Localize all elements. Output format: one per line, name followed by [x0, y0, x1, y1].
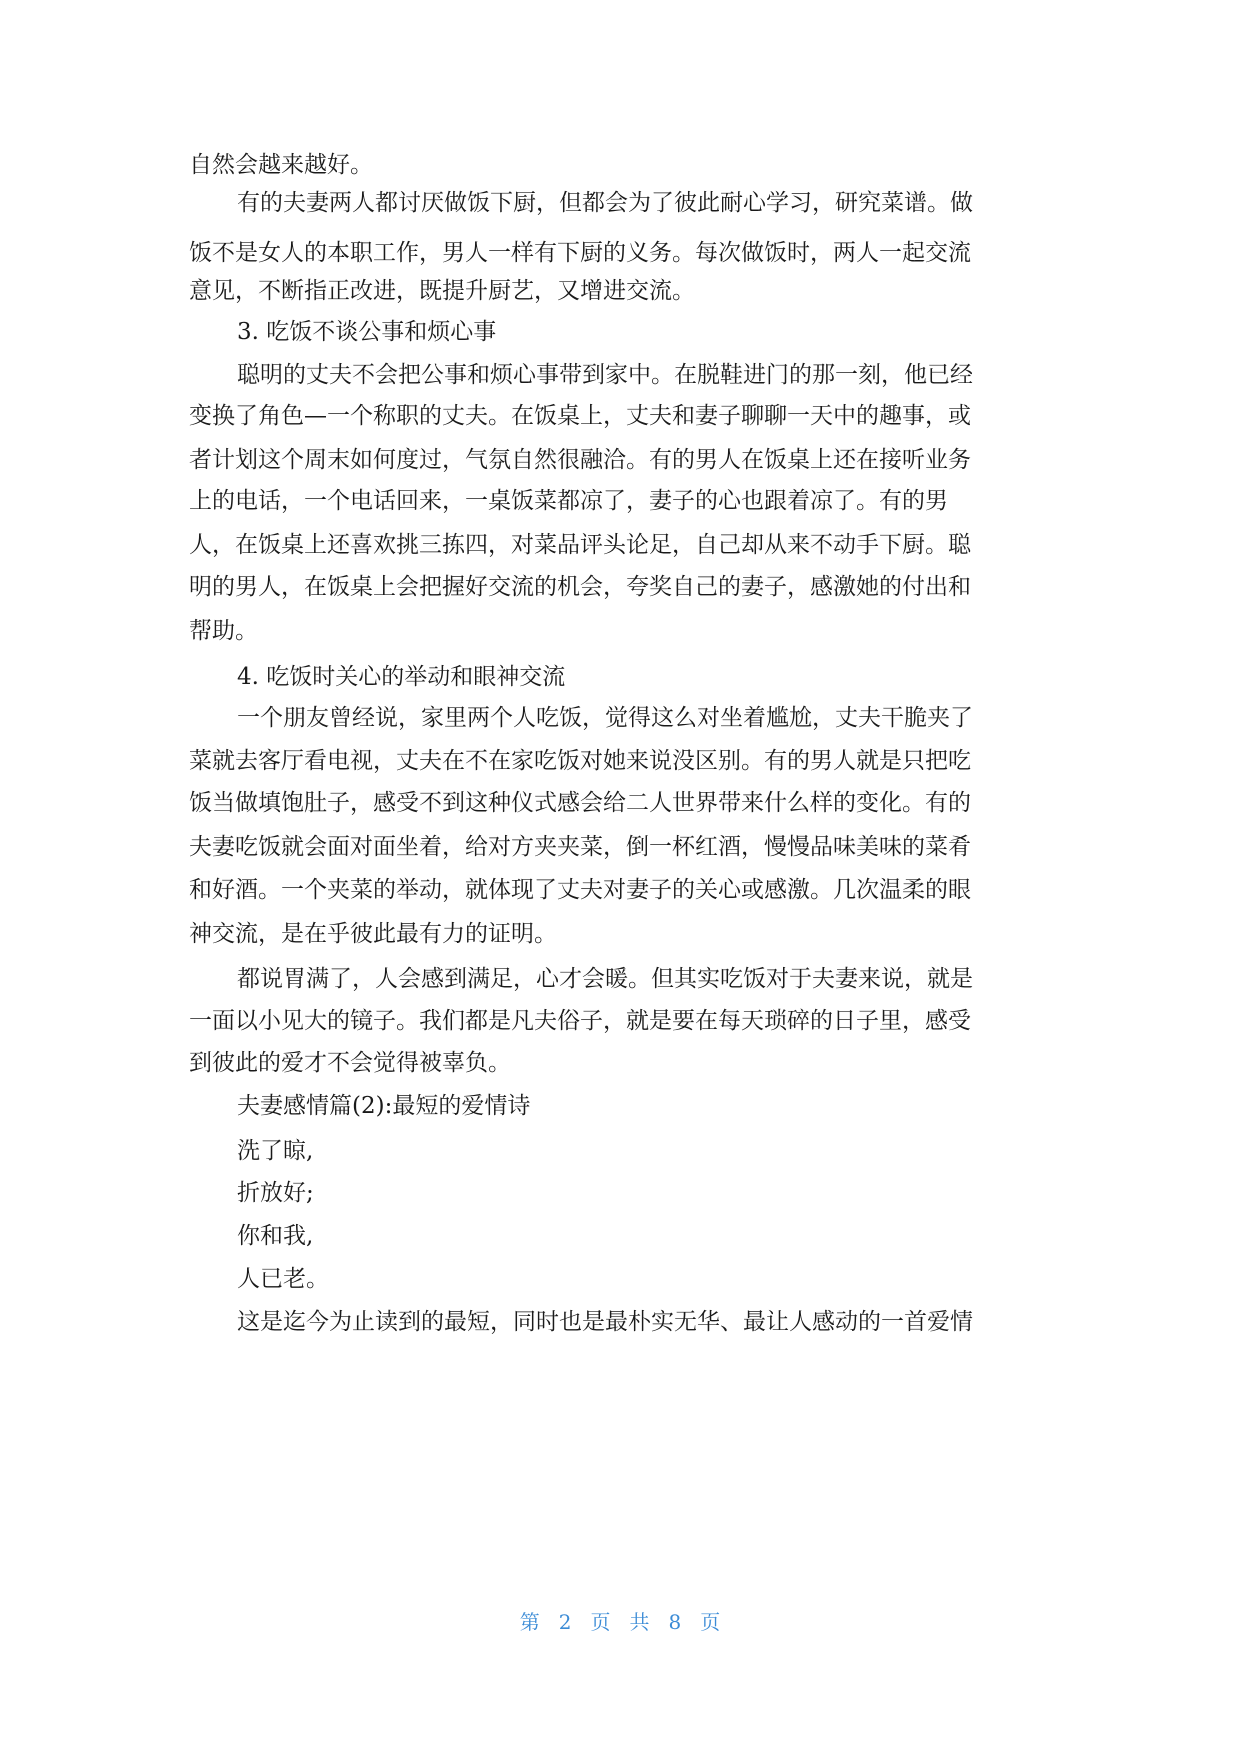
- page-total: 8: [668, 1610, 683, 1634]
- paragraph-line: 都说胃满了，人会感到满足，心才会暖。但其实吃饭对于夫妻来说，就是: [237, 966, 973, 992]
- paragraph-line: 夫妻吃饭就会面对面坐着，给对方夹夹菜，倒一杯红酒，慢慢品味美味的菜肴: [189, 834, 971, 860]
- page-number: 2: [558, 1610, 573, 1634]
- paragraph-line: 者计划这个周末如何度过，气氛自然很融洽。有的男人在饭桌上还在接听业务: [189, 447, 971, 473]
- page-footer: [0, 1606, 1241, 1635]
- paragraph-line: 这是迄今为止读到的最短，同时也是最朴实无华、最让人感动的一首爱情: [237, 1309, 973, 1335]
- footer-word: 页: [700, 1610, 722, 1634]
- paragraph-line: 意见，不断指正改进，既提升厨艺，又增进交流。: [189, 278, 695, 304]
- paragraph-line: 人，在饭桌上还喜欢挑三拣四，对菜品评头论足，自己却从来不动手下厨。聪: [189, 532, 971, 558]
- footer-word: 共: [629, 1610, 651, 1634]
- paragraph-line: 变换了角色—一个称职的丈夫。在饭桌上，丈夫和妻子聊聊一天中的趣事，或: [189, 403, 971, 429]
- footer-word: 第: [519, 1610, 541, 1634]
- poem-line: 洗了晾,: [237, 1138, 314, 1164]
- paragraph-line: 上的电话，一个电话回来，一桌饭菜都凉了，妻子的心也跟着凉了。有的男: [189, 488, 948, 514]
- paragraph-line: 饭当做填饱肚子，感受不到这种仪式感会给二人世界带来什么样的变化。有的: [189, 790, 971, 816]
- paragraph-line: 一面以小见大的镜子。我们都是凡夫俗子，就是要在每天琐碎的日子里，感受: [189, 1008, 971, 1034]
- footer-word: 页: [590, 1610, 612, 1634]
- section-heading: 夫妻感情篇(2):最短的爱情诗: [237, 1093, 531, 1119]
- paragraph-line: 一个朋友曾经说，家里两个人吃饭，觉得这么对坐着尴尬，丈夫干脆夹了: [237, 705, 973, 731]
- poem-line: 人已老。: [237, 1266, 329, 1292]
- paragraph-line: 有的夫妻两人都讨厌做饭下厨，但都会为了彼此耐心学习，研究菜谱。做: [237, 190, 973, 216]
- poem-line: 你和我,: [237, 1223, 314, 1249]
- paragraph-line: 饭不是女人的本职工作，男人一样有下厨的义务。每次做饭时，两人一起交流: [189, 240, 971, 266]
- poem-line: 折放好;: [237, 1180, 314, 1206]
- paragraph-line: 聪明的丈夫不会把公事和烦心事带到家中。在脱鞋进门的那一刻，他已经: [237, 362, 973, 388]
- paragraph-line: 神交流，是在乎彼此最有力的证明。: [189, 921, 557, 947]
- section-heading: 3. 吃饭不谈公事和烦心事: [237, 319, 497, 345]
- paragraph-line: 帮助。: [189, 618, 258, 644]
- paragraph-line: 到彼此的爱才不会觉得被辜负。: [189, 1050, 511, 1076]
- paragraph-line: 明的男人，在饭桌上会把握好交流的机会，夸奖自己的妻子，感激她的付出和: [189, 574, 971, 600]
- section-heading: 4. 吃饭时关心的举动和眼神交流: [237, 664, 566, 690]
- paragraph-line: 和好酒。一个夹菜的举动，就体现了丈夫对妻子的关心或感激。几次温柔的眼: [189, 877, 971, 903]
- paragraph-line: 自然会越来越好。: [189, 152, 373, 178]
- paragraph-line: 菜就去客厅看电视，丈夫在不在家吃饭对她来说没区别。有的男人就是只把吃: [189, 748, 971, 774]
